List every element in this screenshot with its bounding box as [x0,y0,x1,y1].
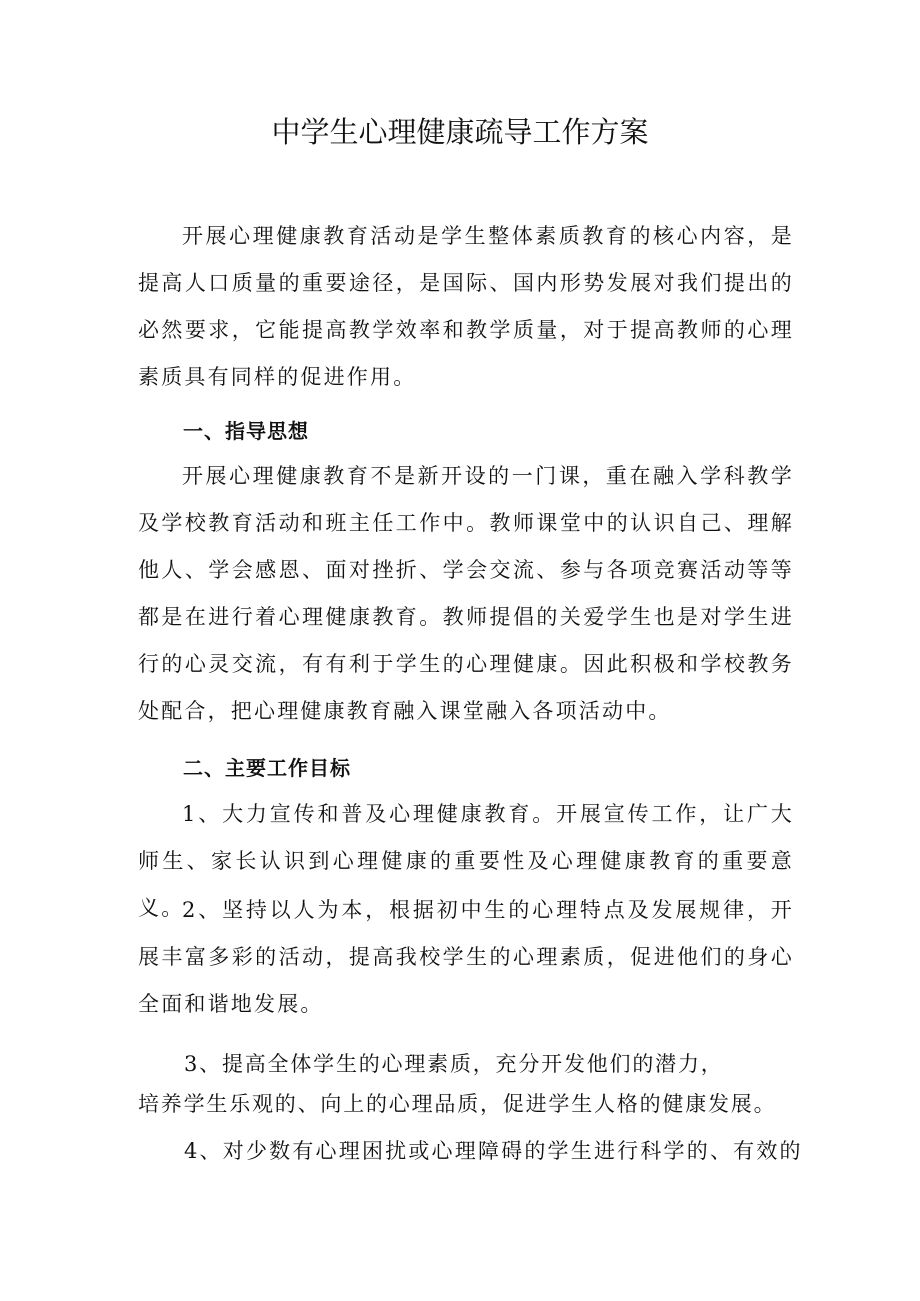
goal-3-line-2: 培养学生乐观的、向上的心理品质，促进学生人格的健康发展。 [138,1092,777,1116]
intro-paragraph: 开展心理健康教育活动是学生整体素质教育的核心内容，是提高人口质量的重要途径，是国际、国内形势发展对我们提出的必然要求，它能提高教学效率和教学质量，对于提高教师的心理素质具有同样的促进作用。 [138,224,794,389]
goal-3-line-1: 3、提高全体学生的心理素质，充分开发他们的潜力， [184,1052,724,1076]
section-heading-main-goals: 二、主要工作目标 [183,756,351,780]
document-title: 中学生心理健康疏导工作方案 [271,115,649,149]
goal-4-line: 4、对少数有心理困扰或心理障碍的学生进行科学的、有效的 [184,1139,803,1163]
guiding-ideology-paragraph: 开展心理健康教育不是新开设的一门课，重在融入学科教学及学校教育活动和班主任工作中。教师课堂中的认识自己、理解他人、学会感恩、面对挫折、学会交流、参与各项竞赛活动等等都是在进行着心理健康教育。教师提倡的关爱学生也是对学生进行的心灵交流，有有利于学生的心理健康。因此积极和学校教务处配合，把心理健康教育融入课堂融入各项活动中。 [138,464,794,723]
goal-2-paragraph: 2、坚持以人为本，根据初中生的心理特点及发展规律，开展丰富多彩的活动，提高我校学生的心理素质，促进他们的身心全面和谐地发展。 [138,898,794,1016]
goal-1-paragraph: 1、大力宣传和普及心理健康教育。开展宣传工作，让广大师生、家长认识到心理健康的重要性及心理健康教育的重要意义。 [138,802,794,920]
section-heading-guiding-ideology: 一、指导思想 [183,419,309,443]
